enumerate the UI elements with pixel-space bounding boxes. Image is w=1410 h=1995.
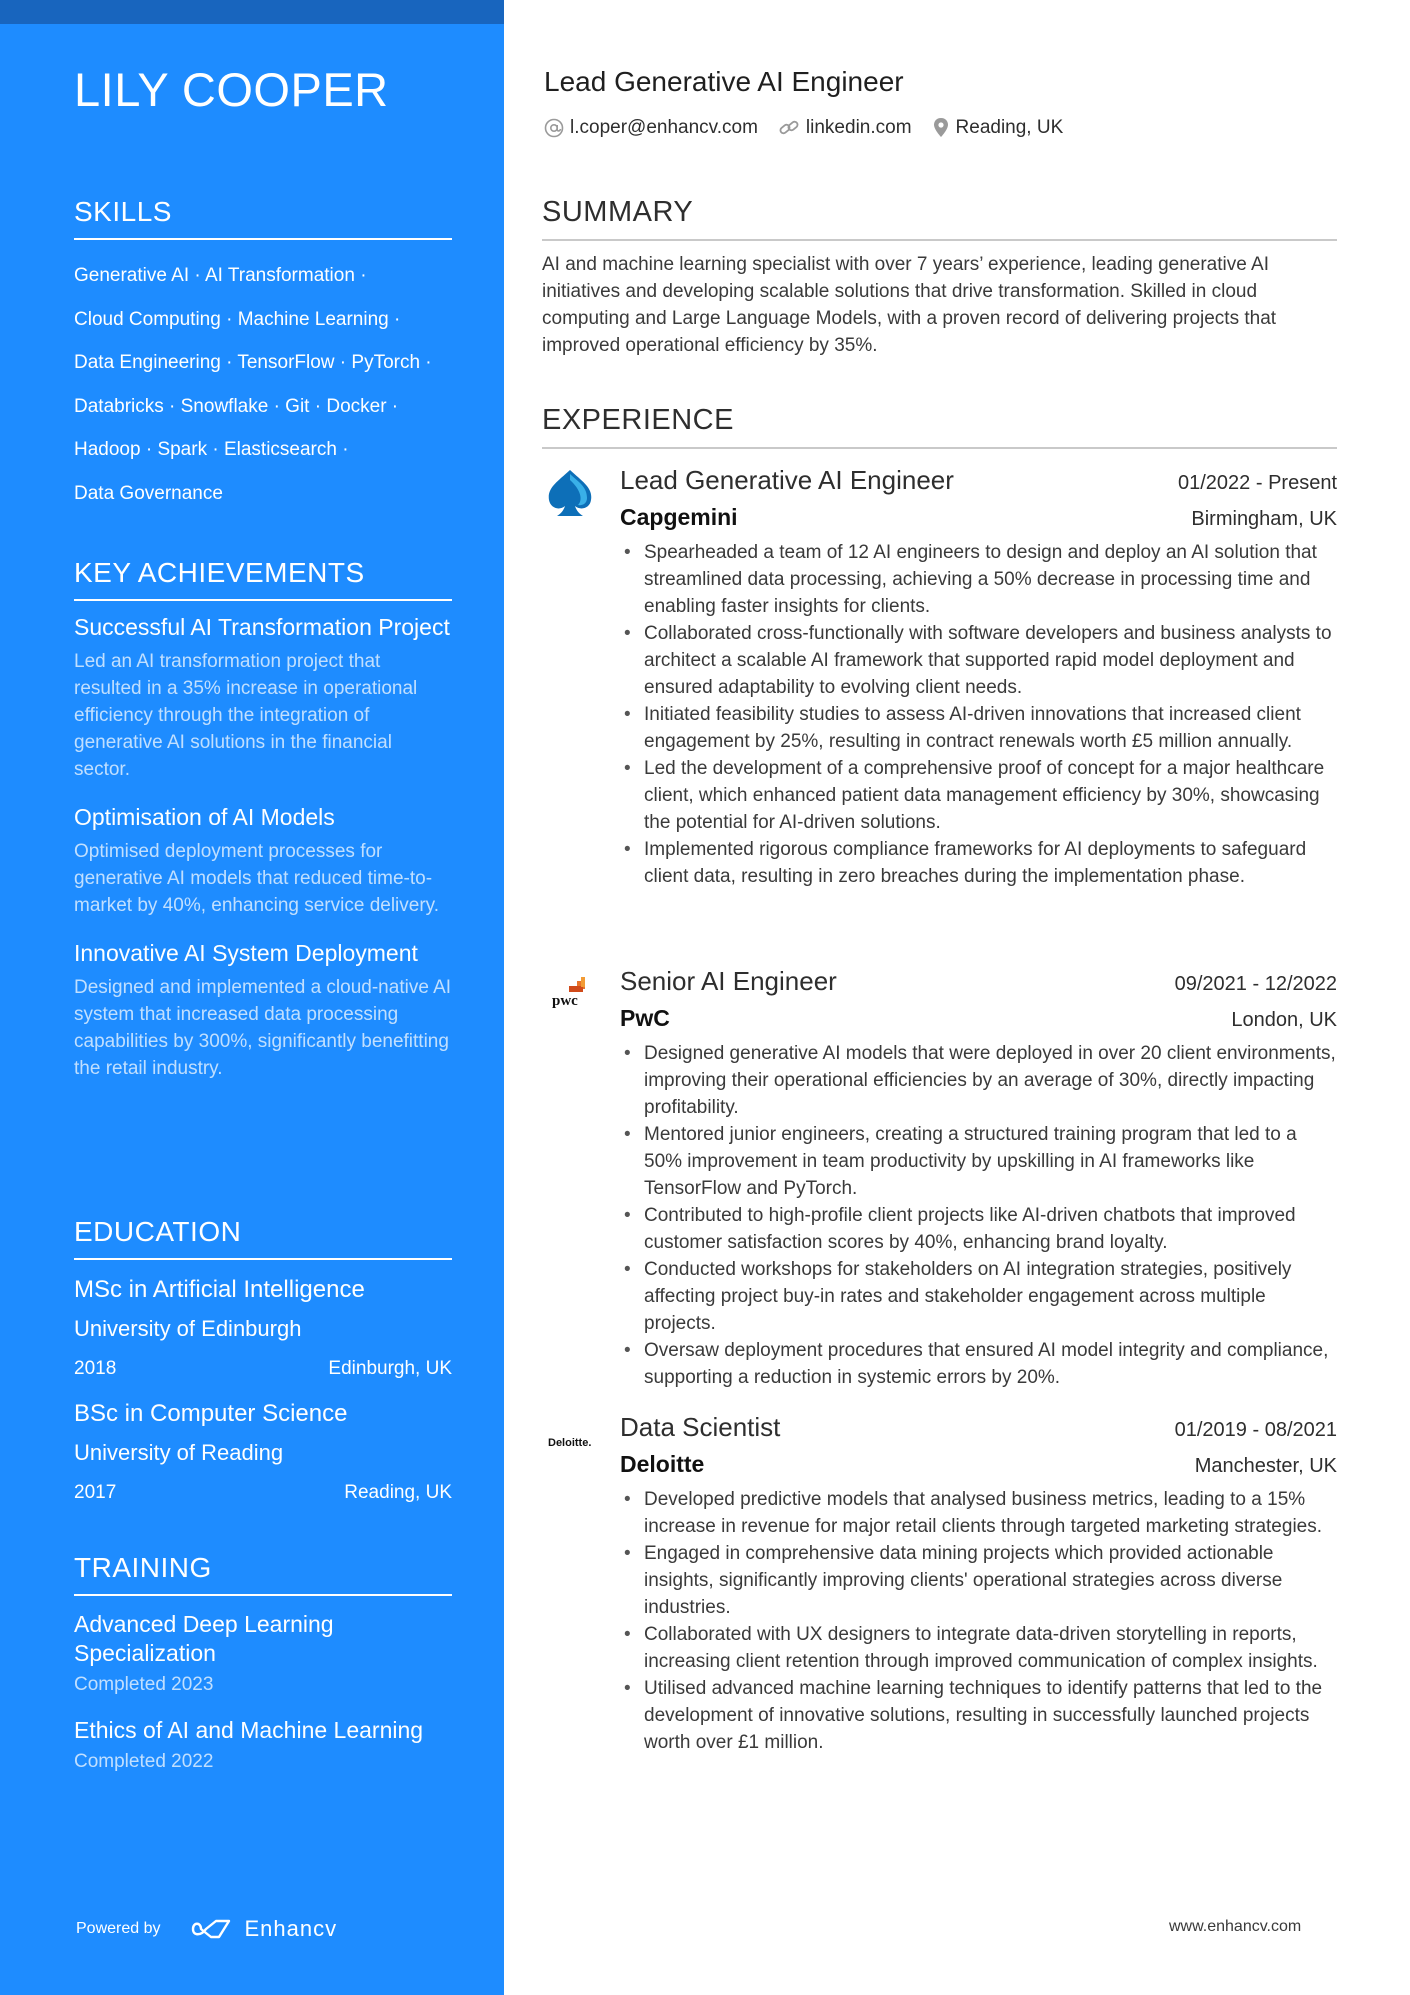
experience-company: Deloitte [620, 1451, 705, 1477]
education-item [74, 1274, 452, 1380]
experience-section [542, 404, 1337, 449]
candidate-name: LILY COOPER [74, 63, 389, 116]
bullet-item: • Led the development of a comprehensive proof of concept for a major healthcare client, which enhanced patient data management efficiency by 30%, showcasing the potential for AI-driven solutions. [620, 755, 1337, 836]
experience-role: Lead Generative AI Engineer [620, 465, 954, 495]
achievement-item [74, 803, 452, 919]
achievements-heading: KEY ACHIEVEMENTS [74, 557, 452, 601]
experience-location: Manchester, UK [1194, 1455, 1337, 1477]
skill-line: Data Governance [74, 482, 223, 504]
deloitte-logo-icon [542, 1412, 598, 1468]
achievement-title: Innovative AI System Deployment [74, 940, 418, 966]
location-pin-icon [932, 117, 950, 139]
bullet-item: • Utilised advanced machine learning techniques to identify patterns that led to the development of innovative solutions, resulting in successfully launched projects worth over £1 million. [620, 1675, 1337, 1756]
experience-location: London, UK [1231, 1009, 1337, 1031]
bullet-item: • Engaged in comprehensive data mining projects which provided actionable insights, significantly improving clients' operational strategies across diverse industries. [620, 1540, 1337, 1621]
enhancv-brand: Enhancv [244, 1916, 338, 1941]
education-section [74, 1216, 452, 1504]
contact-email-text: l.coper@enhancv.com [570, 117, 758, 138]
experience-role: Data Scientist [620, 1412, 781, 1442]
pwc-logo-text: pwc [552, 993, 578, 1009]
achievement-title: Optimisation of AI Models [74, 804, 335, 830]
bullet-item: • Mentored junior engineers, creating a structured training program that led to a 50% improvement in team productivity by upskilling in AI frameworks like TensorFlow and PyTorch. [620, 1121, 1337, 1202]
education-degree: MSc in Artificial Intelligence [74, 1276, 365, 1303]
experience-dates: 01/2019 - 08/2021 [1174, 1419, 1337, 1441]
sidebar [0, 0, 504, 1995]
achievements-section [74, 557, 452, 1082]
bullet-item: • Collaborated cross-functionally with software developers and business analysts to architect a scalable AI framework that supported rapid model deployment and ensured adaptability to evolving client needs. [620, 620, 1337, 701]
capgemini-spade-icon [542, 465, 598, 521]
experience-bullets [620, 1040, 1337, 1391]
experience-location: Birmingham, UK [1191, 508, 1337, 530]
link-icon [778, 118, 800, 138]
summary-section [542, 196, 1337, 359]
experience-item [542, 465, 1337, 890]
summary-heading: SUMMARY [542, 196, 1337, 241]
achievement-title: Successful AI Transformation Project [74, 614, 450, 640]
powered-by-label: Powered by [76, 1920, 161, 1937]
footer-url[interactable]: www.enhancv.com [1169, 1918, 1302, 1935]
skill-line: Cloud Computing · Machine Learning · [74, 308, 401, 330]
bullet-item: • Conducted workshops for stakeholders on AI integration strategies, positively affecting project buy-in rates and stakeholder engagement across multiple projects. [620, 1256, 1337, 1337]
experience-dates: 01/2022 - Present [1178, 472, 1337, 494]
skill-line: Data Engineering · TensorFlow · PyTorch · [74, 352, 432, 373]
bullet-item: • Spearheaded a team of 12 AI engineers to design and deploy an AI solution that streamlined data processing, achieving a 50% decrease in processing time and enabling faster insights for clients. [620, 539, 1337, 620]
education-location: Edinburgh, UK [328, 1358, 452, 1379]
training-item [74, 1716, 452, 1773]
training-completed: Completed 2023 [74, 1674, 214, 1695]
skills-section [74, 196, 452, 515]
education-school: University of Reading [74, 1440, 284, 1465]
experience-company: Capgemini [620, 504, 738, 530]
experience-item [542, 1412, 1337, 1756]
bullet-item: • Implemented rigorous compliance frameworks for AI deployments to safeguard client data, resulting in zero breaches during the implementation phase. [620, 836, 1337, 890]
experience-bullets [620, 539, 1337, 890]
achievement-description: Optimised deployment processes for generative AI models that reduced time-to-market by 40%, enhancing service delivery. [74, 841, 440, 916]
training-completed: Completed 2022 [74, 1751, 214, 1772]
contact-linkedin-text: linkedin.com [805, 117, 912, 138]
achievement-item [74, 939, 452, 1082]
experience-role: Senior AI Engineer [620, 966, 837, 996]
contact-email[interactable] [544, 117, 758, 139]
skill-line: Generative AI · AI Transformation · [74, 265, 367, 286]
training-heading: TRAINING [74, 1552, 452, 1596]
bullet-item: • Oversaw deployment procedures that ensured AI model integrity and compliance, supporting a reduction in systemic errors by 20%. [620, 1337, 1337, 1391]
experience-dates: 09/2021 - 12/2022 [1174, 973, 1337, 995]
experience-bullets [620, 1486, 1337, 1756]
education-heading: EDUCATION [74, 1216, 452, 1260]
contact-linkedin[interactable] [778, 117, 912, 139]
achievement-description: Led an AI transformation project that resulted in a 35% increase in operational efficiency through the integration of generative AI solutions in the financial sector. [74, 651, 418, 780]
training-title: Ethics of AI and Machine Learning [74, 1717, 424, 1743]
deloitte-logo-text: Deloitte. [548, 1437, 592, 1449]
skills-heading: SKILLS [74, 196, 452, 240]
training-title: Advanced Deep Learning Specialization [74, 1611, 334, 1666]
contact-location-text: Reading, UK [955, 117, 1064, 138]
training-section [74, 1552, 452, 1773]
education-location: Reading, UK [344, 1482, 452, 1503]
contact-bar [544, 117, 1083, 139]
skill-line: Databricks · Snowflake · Git · Docker · [74, 395, 399, 417]
experience-company: PwC [620, 1005, 670, 1031]
achievement-description: Designed and implemented a cloud-native AI system that increased data processing capabilities by 300%, significantly benefitting the retail industry. [74, 977, 452, 1079]
summary-text: AI and machine learning specialist with over 7 years’ experience, leading generative AI initiatives and developing scalable solutions that drive transformation. Skilled in cloud computing and Large Language Models, with a proven record of delivering projects that improved operational efficiency by 35%. [542, 254, 1277, 356]
contact-location [932, 117, 1064, 139]
experience-item [542, 966, 1337, 1391]
job-title: Lead Generative AI Engineer [544, 66, 904, 97]
bullet-item: • Initiated feasibility studies to assess AI-driven innovations that increased client engagement by 25%, resulting in contract renewals worth £5 million annually. [620, 701, 1337, 755]
powered-by [76, 1916, 337, 1942]
education-year: 2017 [74, 1482, 117, 1503]
education-school: University of Edinburgh [74, 1316, 302, 1341]
at-icon [544, 118, 564, 138]
education-meta [74, 1482, 452, 1504]
skill-line: Hadoop · Spark · Elasticsearch · [74, 439, 349, 460]
sidebar-top-bar [0, 0, 504, 24]
bullet-item: • Contributed to high-profile client projects like AI-driven chatbots that improved customer satisfaction scores by 40%, enhancing brand loyalty. [620, 1202, 1337, 1256]
education-item [74, 1398, 452, 1504]
enhancv-infinity-icon [189, 1917, 235, 1941]
education-year: 2018 [74, 1358, 117, 1379]
achievement-item [74, 613, 452, 783]
pwc-logo-icon [542, 966, 598, 1022]
enhancv-logo[interactable] [189, 1916, 338, 1942]
education-degree: BSc in Computer Science [74, 1400, 348, 1427]
experience-heading: EXPERIENCE [542, 404, 1337, 449]
bullet-item: • Developed predictive models that analysed business metrics, leading to a 15% increase in revenue for major retail clients through targeted marketing strategies. [620, 1486, 1337, 1540]
bullet-item: • Designed generative AI models that were deployed in over 20 client environments, improving their operational efficiencies by an average of 30%, directly impacting profitability. [620, 1040, 1337, 1121]
bullet-item: • Collaborated with UX designers to integrate data-driven storytelling in reports, increasing client retention through improved communication of complex insights. [620, 1621, 1337, 1675]
education-meta [74, 1358, 452, 1380]
training-item [74, 1610, 452, 1696]
skills-list [74, 254, 452, 515]
